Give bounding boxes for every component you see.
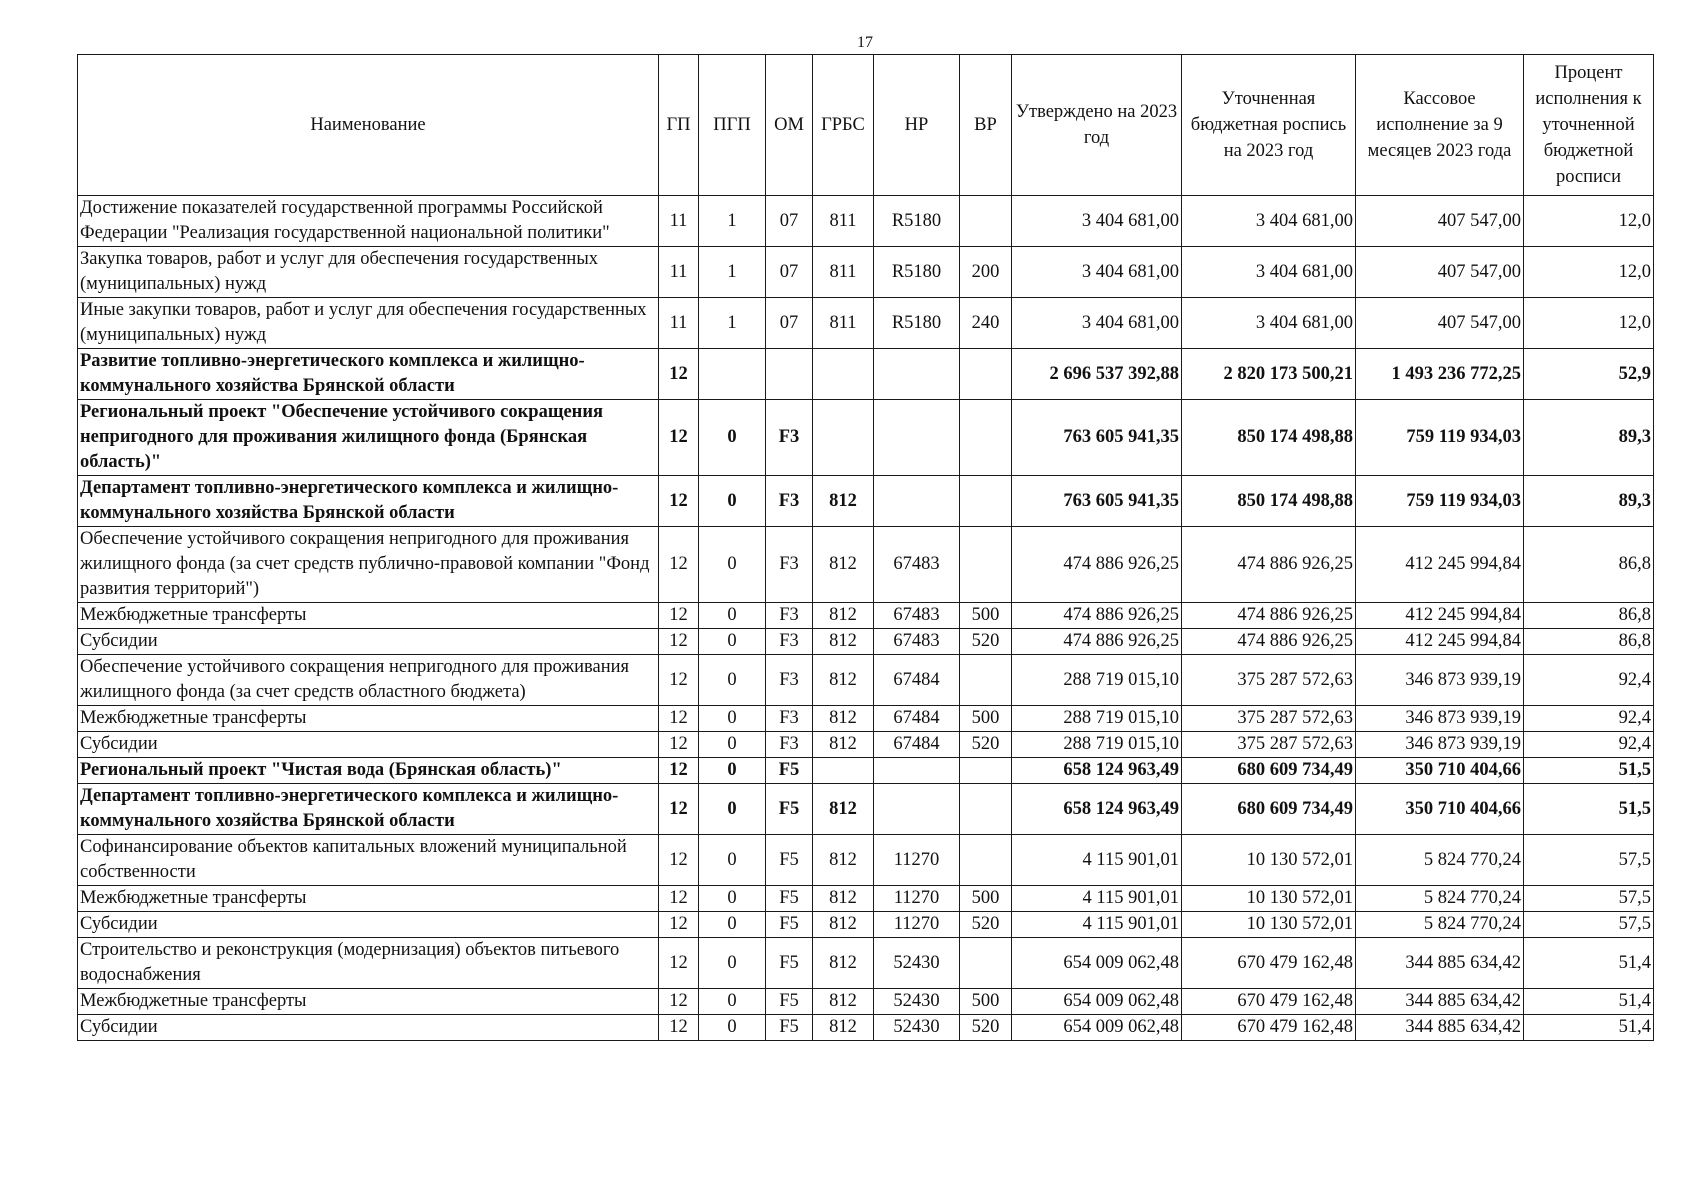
cell-name: Субсидии bbox=[78, 629, 659, 655]
cell-ppgp: 0 bbox=[699, 732, 766, 758]
cell-gp: 12 bbox=[659, 603, 699, 629]
cell-refined: 670 479 162,48 bbox=[1182, 938, 1356, 989]
cell-om: 07 bbox=[766, 196, 813, 247]
cell-refined: 10 130 572,01 bbox=[1182, 886, 1356, 912]
cell-np bbox=[874, 784, 960, 835]
cell-om: F5 bbox=[766, 835, 813, 886]
cell-om: 07 bbox=[766, 247, 813, 298]
cell-refined: 3 404 681,00 bbox=[1182, 298, 1356, 349]
cell-gp: 12 bbox=[659, 1015, 699, 1041]
cell-grbs: 812 bbox=[813, 655, 874, 706]
cell-ppgp bbox=[699, 349, 766, 400]
cell-vr: 500 bbox=[960, 886, 1012, 912]
cell-percent: 12,0 bbox=[1524, 298, 1654, 349]
table-row bbox=[78, 886, 1654, 912]
cell-refined: 10 130 572,01 bbox=[1182, 835, 1356, 886]
cell-approved: 658 124 963,49 bbox=[1012, 758, 1182, 784]
cell-ppgp: 0 bbox=[699, 835, 766, 886]
cell-np: 52430 bbox=[874, 1015, 960, 1041]
page-number: 17 bbox=[857, 34, 873, 51]
cell-gp: 12 bbox=[659, 732, 699, 758]
cell-ppgp: 0 bbox=[699, 1015, 766, 1041]
cell-name: Софинансирование объектов капитальных вложений муниципальной собственности bbox=[78, 835, 659, 886]
cell-om: F3 bbox=[766, 476, 813, 527]
cell-np bbox=[874, 349, 960, 400]
header-gp: ГП bbox=[659, 55, 699, 196]
table-row bbox=[78, 603, 1654, 629]
cell-name: Закупка товаров, работ и услуг для обеспечения государственных (муниципальных) нужд bbox=[78, 247, 659, 298]
cell-approved: 288 719 015,10 bbox=[1012, 706, 1182, 732]
cell-name: Обеспечение устойчивого сокращения непригодного для проживания жилищного фонда (за счет средств областного бюджета) bbox=[78, 655, 659, 706]
cell-percent: 86,8 bbox=[1524, 629, 1654, 655]
cell-vr: 500 bbox=[960, 706, 1012, 732]
cell-grbs: 811 bbox=[813, 196, 874, 247]
cell-om: F5 bbox=[766, 938, 813, 989]
cell-approved: 763 605 941,35 bbox=[1012, 400, 1182, 476]
cell-refined: 680 609 734,49 bbox=[1182, 784, 1356, 835]
cell-gp: 12 bbox=[659, 349, 699, 400]
cell-om: F5 bbox=[766, 758, 813, 784]
cell-ppgp: 0 bbox=[699, 912, 766, 938]
cell-percent: 51,5 bbox=[1524, 784, 1654, 835]
cell-vr: 500 bbox=[960, 603, 1012, 629]
cell-vr bbox=[960, 527, 1012, 603]
cell-approved: 4 115 901,01 bbox=[1012, 835, 1182, 886]
cell-om: F3 bbox=[766, 603, 813, 629]
cell-approved: 4 115 901,01 bbox=[1012, 886, 1182, 912]
cell-cash: 412 245 994,84 bbox=[1356, 603, 1524, 629]
cell-om: F5 bbox=[766, 1015, 813, 1041]
cell-name: Развитие топливно-энергетического комплекса и жилищно-коммунального хозяйства Брянской области bbox=[78, 349, 659, 400]
header-percent: Процент исполнения к уточненной бюджетной росписи bbox=[1524, 55, 1654, 196]
cell-vr bbox=[960, 835, 1012, 886]
table-row bbox=[78, 655, 1654, 706]
cell-vr bbox=[960, 476, 1012, 527]
table-row bbox=[78, 349, 1654, 400]
cell-gp: 12 bbox=[659, 400, 699, 476]
cell-name: Субсидии bbox=[78, 912, 659, 938]
cell-grbs: 812 bbox=[813, 1015, 874, 1041]
cell-percent: 52,9 bbox=[1524, 349, 1654, 400]
cell-approved: 474 886 926,25 bbox=[1012, 603, 1182, 629]
cell-grbs: 812 bbox=[813, 527, 874, 603]
table-row bbox=[78, 298, 1654, 349]
cell-vr: 200 bbox=[960, 247, 1012, 298]
cell-np: 52430 bbox=[874, 989, 960, 1015]
cell-name: Межбюджетные трансферты bbox=[78, 603, 659, 629]
cell-approved: 654 009 062,48 bbox=[1012, 989, 1182, 1015]
cell-ppgp: 0 bbox=[699, 476, 766, 527]
cell-vr bbox=[960, 196, 1012, 247]
cell-name: Региональный проект "Чистая вода (Брянская область)" bbox=[78, 758, 659, 784]
cell-vr: 520 bbox=[960, 912, 1012, 938]
cell-name: Достижение показателей государственной программы Российской Федерации "Реализация государственной национальной политики" bbox=[78, 196, 659, 247]
cell-vr bbox=[960, 655, 1012, 706]
cell-om: F3 bbox=[766, 706, 813, 732]
cell-cash: 1 493 236 772,25 bbox=[1356, 349, 1524, 400]
cell-vr bbox=[960, 349, 1012, 400]
cell-grbs: 812 bbox=[813, 706, 874, 732]
cell-approved: 3 404 681,00 bbox=[1012, 196, 1182, 247]
cell-cash: 5 824 770,24 bbox=[1356, 886, 1524, 912]
cell-om: F5 bbox=[766, 912, 813, 938]
header-grbs: ГРБС bbox=[813, 55, 874, 196]
cell-cash: 344 885 634,42 bbox=[1356, 938, 1524, 989]
cell-refined: 680 609 734,49 bbox=[1182, 758, 1356, 784]
cell-np: 67483 bbox=[874, 527, 960, 603]
cell-percent: 92,4 bbox=[1524, 732, 1654, 758]
cell-ppgp: 0 bbox=[699, 784, 766, 835]
cell-ppgp: 1 bbox=[699, 247, 766, 298]
cell-name: Субсидии bbox=[78, 732, 659, 758]
cell-om: F3 bbox=[766, 655, 813, 706]
cell-name: Межбюджетные трансферты bbox=[78, 886, 659, 912]
table-row bbox=[78, 629, 1654, 655]
cell-cash: 407 547,00 bbox=[1356, 196, 1524, 247]
cell-ppgp: 0 bbox=[699, 706, 766, 732]
cell-np: 52430 bbox=[874, 938, 960, 989]
table-row bbox=[78, 247, 1654, 298]
cell-np: 11270 bbox=[874, 886, 960, 912]
header-name: Наименование bbox=[78, 55, 659, 196]
cell-refined: 474 886 926,25 bbox=[1182, 629, 1356, 655]
cell-ppgp: 0 bbox=[699, 989, 766, 1015]
header-cash: Кассовое исполнение за 9 месяцев 2023 года bbox=[1356, 55, 1524, 196]
cell-om bbox=[766, 349, 813, 400]
cell-om: F3 bbox=[766, 629, 813, 655]
cell-gp: 11 bbox=[659, 196, 699, 247]
cell-refined: 670 479 162,48 bbox=[1182, 1015, 1356, 1041]
cell-percent: 89,3 bbox=[1524, 476, 1654, 527]
cell-ppgp: 0 bbox=[699, 655, 766, 706]
cell-refined: 850 174 498,88 bbox=[1182, 400, 1356, 476]
cell-approved: 763 605 941,35 bbox=[1012, 476, 1182, 527]
cell-grbs: 811 bbox=[813, 247, 874, 298]
cell-approved: 474 886 926,25 bbox=[1012, 629, 1182, 655]
cell-np bbox=[874, 400, 960, 476]
cell-name: Межбюджетные трансферты bbox=[78, 989, 659, 1015]
cell-percent: 51,4 bbox=[1524, 1015, 1654, 1041]
cell-om: 07 bbox=[766, 298, 813, 349]
table-row bbox=[78, 912, 1654, 938]
cell-gp: 12 bbox=[659, 886, 699, 912]
cell-name: Субсидии bbox=[78, 1015, 659, 1041]
cell-cash: 407 547,00 bbox=[1356, 298, 1524, 349]
cell-np: 67484 bbox=[874, 706, 960, 732]
cell-om: F5 bbox=[766, 886, 813, 912]
cell-grbs: 812 bbox=[813, 835, 874, 886]
cell-cash: 5 824 770,24 bbox=[1356, 912, 1524, 938]
cell-np: 11270 bbox=[874, 835, 960, 886]
cell-percent: 92,4 bbox=[1524, 655, 1654, 706]
cell-ppgp: 1 bbox=[699, 298, 766, 349]
cell-cash: 350 710 404,66 bbox=[1356, 758, 1524, 784]
cell-grbs bbox=[813, 400, 874, 476]
cell-cash: 346 873 939,19 bbox=[1356, 732, 1524, 758]
cell-percent: 57,5 bbox=[1524, 912, 1654, 938]
cell-np: 11270 bbox=[874, 912, 960, 938]
cell-gp: 12 bbox=[659, 476, 699, 527]
cell-refined: 850 174 498,88 bbox=[1182, 476, 1356, 527]
cell-approved: 654 009 062,48 bbox=[1012, 1015, 1182, 1041]
header-approved: Утверждено на 2023 год bbox=[1012, 55, 1182, 196]
cell-gp: 12 bbox=[659, 527, 699, 603]
cell-grbs: 812 bbox=[813, 629, 874, 655]
cell-approved: 3 404 681,00 bbox=[1012, 247, 1182, 298]
cell-percent: 51,4 bbox=[1524, 989, 1654, 1015]
cell-gp: 12 bbox=[659, 629, 699, 655]
cell-percent: 12,0 bbox=[1524, 247, 1654, 298]
cell-cash: 759 119 934,03 bbox=[1356, 400, 1524, 476]
cell-name: Межбюджетные трансферты bbox=[78, 706, 659, 732]
cell-ppgp: 0 bbox=[699, 938, 766, 989]
cell-grbs: 812 bbox=[813, 886, 874, 912]
cell-refined: 375 287 572,63 bbox=[1182, 655, 1356, 706]
budget-table bbox=[77, 54, 1654, 1041]
cell-vr: 520 bbox=[960, 1015, 1012, 1041]
table-row bbox=[78, 706, 1654, 732]
cell-grbs: 812 bbox=[813, 603, 874, 629]
cell-name: Региональный проект "Обеспечение устойчивого сокращения непригодного для проживания жилищного фонда (Брянская область)" bbox=[78, 400, 659, 476]
table-row bbox=[78, 476, 1654, 527]
table-row bbox=[78, 784, 1654, 835]
table-row bbox=[78, 732, 1654, 758]
table-row bbox=[78, 400, 1654, 476]
cell-gp: 12 bbox=[659, 706, 699, 732]
cell-vr: 240 bbox=[960, 298, 1012, 349]
cell-np bbox=[874, 476, 960, 527]
table-row bbox=[78, 758, 1654, 784]
cell-np bbox=[874, 758, 960, 784]
table-row bbox=[78, 938, 1654, 989]
cell-vr bbox=[960, 938, 1012, 989]
cell-np: 67483 bbox=[874, 629, 960, 655]
cell-vr: 520 bbox=[960, 732, 1012, 758]
cell-om: F5 bbox=[766, 784, 813, 835]
cell-name: Иные закупки товаров, работ и услуг для обеспечения государственных (муниципальных) нужд bbox=[78, 298, 659, 349]
cell-np: 67483 bbox=[874, 603, 960, 629]
cell-cash: 5 824 770,24 bbox=[1356, 835, 1524, 886]
cell-gp: 11 bbox=[659, 298, 699, 349]
cell-refined: 2 820 173 500,21 bbox=[1182, 349, 1356, 400]
cell-cash: 350 710 404,66 bbox=[1356, 784, 1524, 835]
cell-om: F3 bbox=[766, 527, 813, 603]
cell-gp: 12 bbox=[659, 912, 699, 938]
cell-percent: 12,0 bbox=[1524, 196, 1654, 247]
cell-approved: 654 009 062,48 bbox=[1012, 938, 1182, 989]
cell-approved: 288 719 015,10 bbox=[1012, 655, 1182, 706]
cell-approved: 3 404 681,00 bbox=[1012, 298, 1182, 349]
cell-approved: 658 124 963,49 bbox=[1012, 784, 1182, 835]
cell-ppgp: 0 bbox=[699, 400, 766, 476]
cell-grbs bbox=[813, 349, 874, 400]
cell-name: Департамент топливно-энергетического комплекса и жилищно-коммунального хозяйства Брянской области bbox=[78, 476, 659, 527]
cell-ppgp: 1 bbox=[699, 196, 766, 247]
cell-ppgp: 0 bbox=[699, 527, 766, 603]
header-om: ОМ bbox=[766, 55, 813, 196]
cell-refined: 10 130 572,01 bbox=[1182, 912, 1356, 938]
cell-ppgp: 0 bbox=[699, 886, 766, 912]
table-row bbox=[78, 989, 1654, 1015]
cell-approved: 4 115 901,01 bbox=[1012, 912, 1182, 938]
cell-percent: 92,4 bbox=[1524, 706, 1654, 732]
header-ppgp: ПГП bbox=[699, 55, 766, 196]
cell-cash: 407 547,00 bbox=[1356, 247, 1524, 298]
cell-grbs: 812 bbox=[813, 912, 874, 938]
cell-gp: 12 bbox=[659, 758, 699, 784]
cell-approved: 474 886 926,25 bbox=[1012, 527, 1182, 603]
cell-grbs: 811 bbox=[813, 298, 874, 349]
cell-cash: 412 245 994,84 bbox=[1356, 629, 1524, 655]
cell-refined: 670 479 162,48 bbox=[1182, 989, 1356, 1015]
cell-cash: 412 245 994,84 bbox=[1356, 527, 1524, 603]
cell-refined: 3 404 681,00 bbox=[1182, 196, 1356, 247]
cell-name: Департамент топливно-энергетического комплекса и жилищно-коммунального хозяйства Брянской области bbox=[78, 784, 659, 835]
cell-gp: 11 bbox=[659, 247, 699, 298]
cell-refined: 375 287 572,63 bbox=[1182, 706, 1356, 732]
header-np: НР bbox=[874, 55, 960, 196]
table-body bbox=[78, 196, 1654, 1041]
table-row bbox=[78, 835, 1654, 886]
cell-np: 67484 bbox=[874, 732, 960, 758]
cell-percent: 89,3 bbox=[1524, 400, 1654, 476]
cell-cash: 346 873 939,19 bbox=[1356, 706, 1524, 732]
cell-name: Строительство и реконструкция (модернизация) объектов питьевого водоснабжения bbox=[78, 938, 659, 989]
cell-vr: 500 bbox=[960, 989, 1012, 1015]
cell-np: R5180 bbox=[874, 196, 960, 247]
cell-refined: 474 886 926,25 bbox=[1182, 603, 1356, 629]
table-header-row bbox=[78, 55, 1654, 196]
cell-approved: 2 696 537 392,88 bbox=[1012, 349, 1182, 400]
cell-np: 67484 bbox=[874, 655, 960, 706]
cell-np: R5180 bbox=[874, 298, 960, 349]
table-row bbox=[78, 527, 1654, 603]
header-refined: Уточненная бюджетная роспись на 2023 год bbox=[1182, 55, 1356, 196]
cell-percent: 51,4 bbox=[1524, 938, 1654, 989]
cell-refined: 474 886 926,25 bbox=[1182, 527, 1356, 603]
cell-vr bbox=[960, 758, 1012, 784]
cell-om: F3 bbox=[766, 732, 813, 758]
cell-name: Обеспечение устойчивого сокращения непригодного для проживания жилищного фонда (за счет средств публично-правовой компании "Фонд развития территорий") bbox=[78, 527, 659, 603]
cell-grbs: 812 bbox=[813, 938, 874, 989]
cell-ppgp: 0 bbox=[699, 758, 766, 784]
cell-gp: 12 bbox=[659, 938, 699, 989]
cell-grbs bbox=[813, 758, 874, 784]
cell-approved: 288 719 015,10 bbox=[1012, 732, 1182, 758]
cell-om: F3 bbox=[766, 400, 813, 476]
cell-percent: 86,8 bbox=[1524, 603, 1654, 629]
cell-om: F5 bbox=[766, 989, 813, 1015]
cell-grbs: 812 bbox=[813, 989, 874, 1015]
cell-cash: 346 873 939,19 bbox=[1356, 655, 1524, 706]
cell-refined: 3 404 681,00 bbox=[1182, 247, 1356, 298]
cell-percent: 51,5 bbox=[1524, 758, 1654, 784]
cell-percent: 86,8 bbox=[1524, 527, 1654, 603]
table-row bbox=[78, 196, 1654, 247]
cell-ppgp: 0 bbox=[699, 603, 766, 629]
cell-gp: 12 bbox=[659, 784, 699, 835]
cell-gp: 12 bbox=[659, 835, 699, 886]
cell-percent: 57,5 bbox=[1524, 886, 1654, 912]
cell-gp: 12 bbox=[659, 655, 699, 706]
cell-cash: 344 885 634,42 bbox=[1356, 989, 1524, 1015]
cell-refined: 375 287 572,63 bbox=[1182, 732, 1356, 758]
cell-grbs: 812 bbox=[813, 732, 874, 758]
cell-grbs: 812 bbox=[813, 784, 874, 835]
cell-np: R5180 bbox=[874, 247, 960, 298]
cell-vr: 520 bbox=[960, 629, 1012, 655]
cell-cash: 344 885 634,42 bbox=[1356, 1015, 1524, 1041]
cell-ppgp: 0 bbox=[699, 629, 766, 655]
cell-vr bbox=[960, 784, 1012, 835]
cell-percent: 57,5 bbox=[1524, 835, 1654, 886]
cell-grbs: 812 bbox=[813, 476, 874, 527]
table-row bbox=[78, 1015, 1654, 1041]
cell-cash: 759 119 934,03 bbox=[1356, 476, 1524, 527]
cell-vr bbox=[960, 400, 1012, 476]
header-vr: ВР bbox=[960, 55, 1012, 196]
cell-gp: 12 bbox=[659, 989, 699, 1015]
